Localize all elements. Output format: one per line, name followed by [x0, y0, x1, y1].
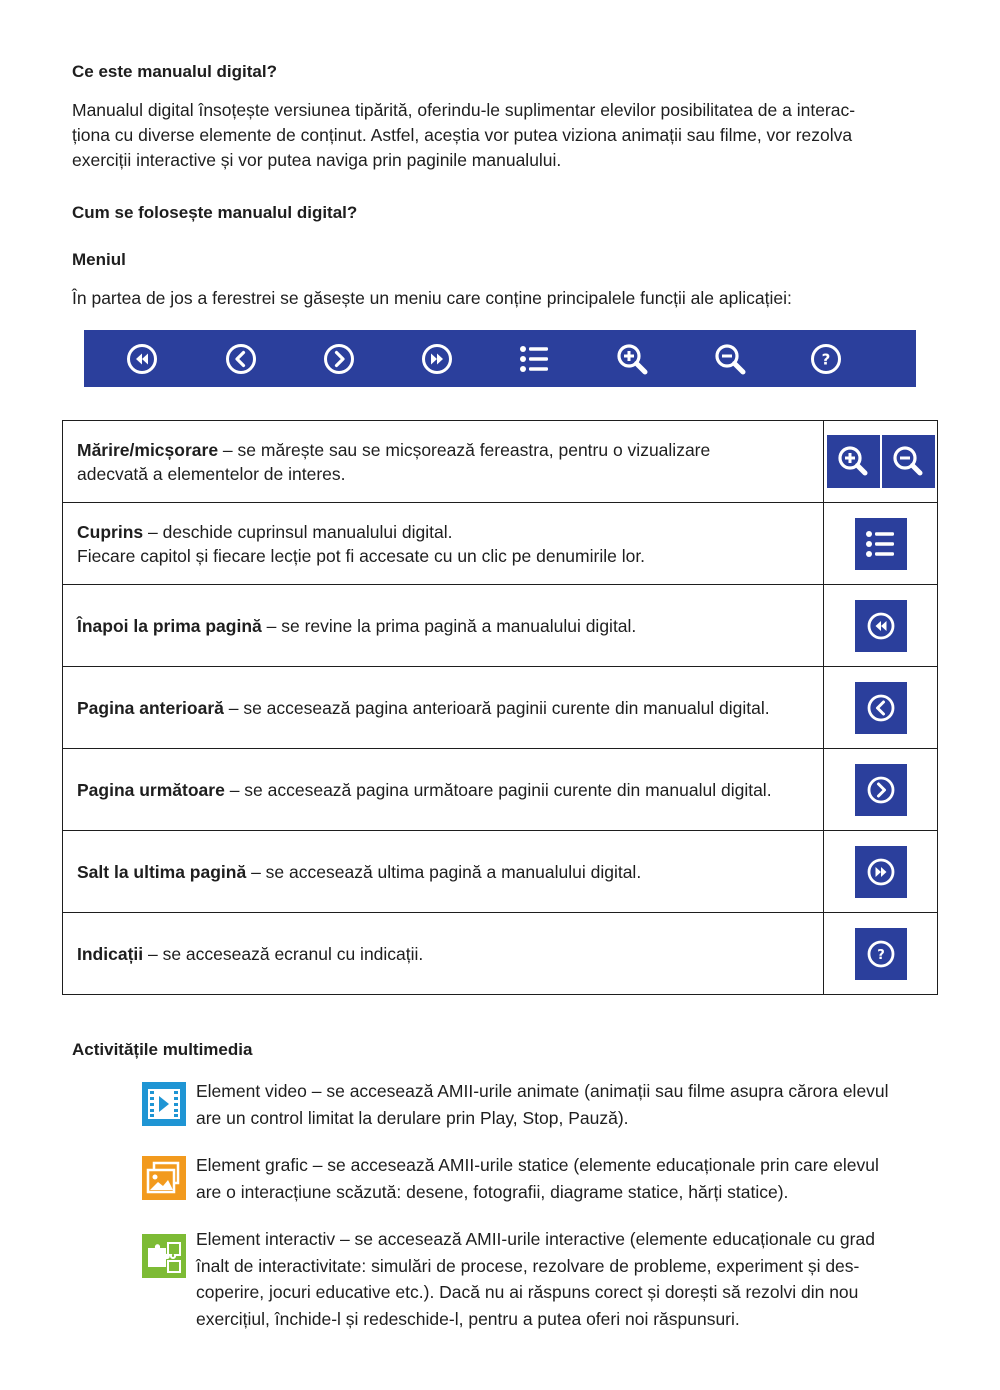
usage-heading: Cum se folosește manualul digital? [72, 203, 358, 222]
help-icon[interactable] [810, 343, 842, 375]
help-icon [855, 928, 907, 980]
function-icons [824, 831, 938, 913]
multimedia-item-line: înalt de interactivitate: simulări de procese, rezolvare de probleme, experiment și des- [196, 1255, 860, 1276]
multimedia-item-line: are un control limitat la derulare prin Play, Stop, Pauză). [196, 1107, 629, 1128]
table-row [63, 913, 938, 995]
intro-line: ționa cu diverse elemente de conținut. Astfel, aceștia vor putea viziona animații sau filme, vor rezolva [72, 125, 853, 145]
zoom-in-icon[interactable] [616, 343, 648, 375]
zoom-out-icon[interactable] [714, 343, 746, 375]
multimedia-item-line: coperire, jocuri educative etc.). Dacă nu ai răspuns corect și dorești să rezolvi din nou [196, 1282, 859, 1302]
table-row [63, 667, 938, 749]
zoom-in-icon [827, 435, 880, 488]
function-icons [824, 585, 938, 667]
table-row [63, 503, 938, 585]
function-term: Mărire/micșorare [77, 439, 219, 460]
multimedia-item-line: Element interactiv – se accesează AMII-urile interactive (elemente educaționale cu grad [196, 1229, 875, 1249]
previous-page-icon[interactable] [225, 343, 257, 375]
function-icons [824, 421, 938, 503]
table-row [63, 749, 938, 831]
function-description [63, 913, 824, 995]
menu-heading: Meniul [72, 250, 126, 269]
intro-line: Manualul digital însoțește versiunea tipărită, oferindu-le suplimentar elevilor posibilitatea de a interac- [72, 100, 856, 120]
multimedia-item-line: Element grafic – se accesează AMII-urile statice (elemente educaționale prin care elevul [196, 1155, 879, 1175]
function-description [63, 421, 824, 503]
function-term: Pagina anterioară [77, 697, 224, 718]
interactive-element-icon [142, 1234, 186, 1278]
function-text: – se mărește sau se micșorează fereastra, pentru o vizualizare [218, 439, 711, 460]
last-page-icon[interactable] [421, 343, 453, 375]
function-description [63, 831, 824, 913]
function-text: – se accesează pagina următoare paginii curente din manualul digital. [224, 779, 772, 800]
intro-line: exerciții interactive și vor putea naviga prin paginile manualului. [72, 150, 562, 170]
menu-bar [84, 330, 916, 387]
function-text: – se revine la prima pagină a manualului digital. [261, 615, 637, 636]
table-row [63, 831, 938, 913]
multimedia-heading: Activitățile multimedia [72, 1040, 253, 1059]
first-page-icon [855, 600, 907, 652]
function-icons [824, 503, 938, 585]
graphic-element-icon [142, 1156, 186, 1200]
contents-list-icon [855, 518, 907, 570]
function-term: Cuprins [77, 521, 144, 542]
table-row [63, 585, 938, 667]
intro-heading: Ce este manualul digital? [72, 62, 277, 81]
next-page-icon [855, 764, 907, 816]
video-element-icon [142, 1082, 186, 1126]
svg-text:?: ? [876, 947, 885, 963]
contents-list-icon[interactable] [518, 343, 550, 375]
function-icons [824, 913, 938, 995]
multimedia-item-text [196, 1152, 938, 1205]
previous-page-icon [855, 682, 907, 734]
function-description [63, 667, 824, 749]
function-term: Indicații [77, 943, 144, 964]
function-text: – se accesează ultima pagină a manualului digital. [246, 861, 642, 882]
function-text: – se accesează ecranul cu indicații. [143, 943, 424, 964]
function-term: Salt la ultima pagină [77, 861, 247, 882]
function-text: – deschide cuprinsul manualului digital. [143, 521, 453, 542]
intro-paragraph [72, 98, 930, 173]
function-text: adecvată a elementelor de interes. [77, 463, 346, 484]
function-text: – se accesează pagina anterioară paginii curente din manualul digital. [223, 697, 770, 718]
function-description [63, 585, 824, 667]
function-description [63, 503, 824, 585]
table-row [63, 421, 938, 503]
function-icons [824, 667, 938, 749]
multimedia-item-line: are o interacțiune scăzută: desene, fotografii, diagrame statice, hărți statice). [196, 1181, 789, 1202]
menu-description-line: În partea de jos a ferestrei se găsește un meniu care conține principalele funcții ale aplicației: [72, 288, 792, 308]
function-term: Pagina următoare [77, 779, 225, 800]
functions-table [62, 420, 938, 995]
menu-description [72, 286, 930, 311]
svg-text:?: ? [821, 350, 831, 369]
function-icons [824, 749, 938, 831]
multimedia-item-line: Element video – se accesează AMII-urile animate (animații sau filme asupra cărora elevul [196, 1081, 889, 1101]
multimedia-item-text [196, 1078, 938, 1131]
function-term: Înapoi la prima pagină [77, 615, 262, 636]
last-page-icon [855, 846, 907, 898]
first-page-icon[interactable] [126, 343, 158, 375]
function-text: Fiecare capitol și fiecare lecție pot fi accesate cu un clic pe denumirile lor. [77, 545, 646, 566]
function-description [63, 749, 824, 831]
next-page-icon[interactable] [323, 343, 355, 375]
zoom-out-icon [882, 435, 935, 488]
multimedia-item-text [196, 1226, 938, 1332]
multimedia-item-line: exercițiul, închide-l și redeschide-l, pentru a putea oferi noi răspunsuri. [196, 1308, 740, 1329]
